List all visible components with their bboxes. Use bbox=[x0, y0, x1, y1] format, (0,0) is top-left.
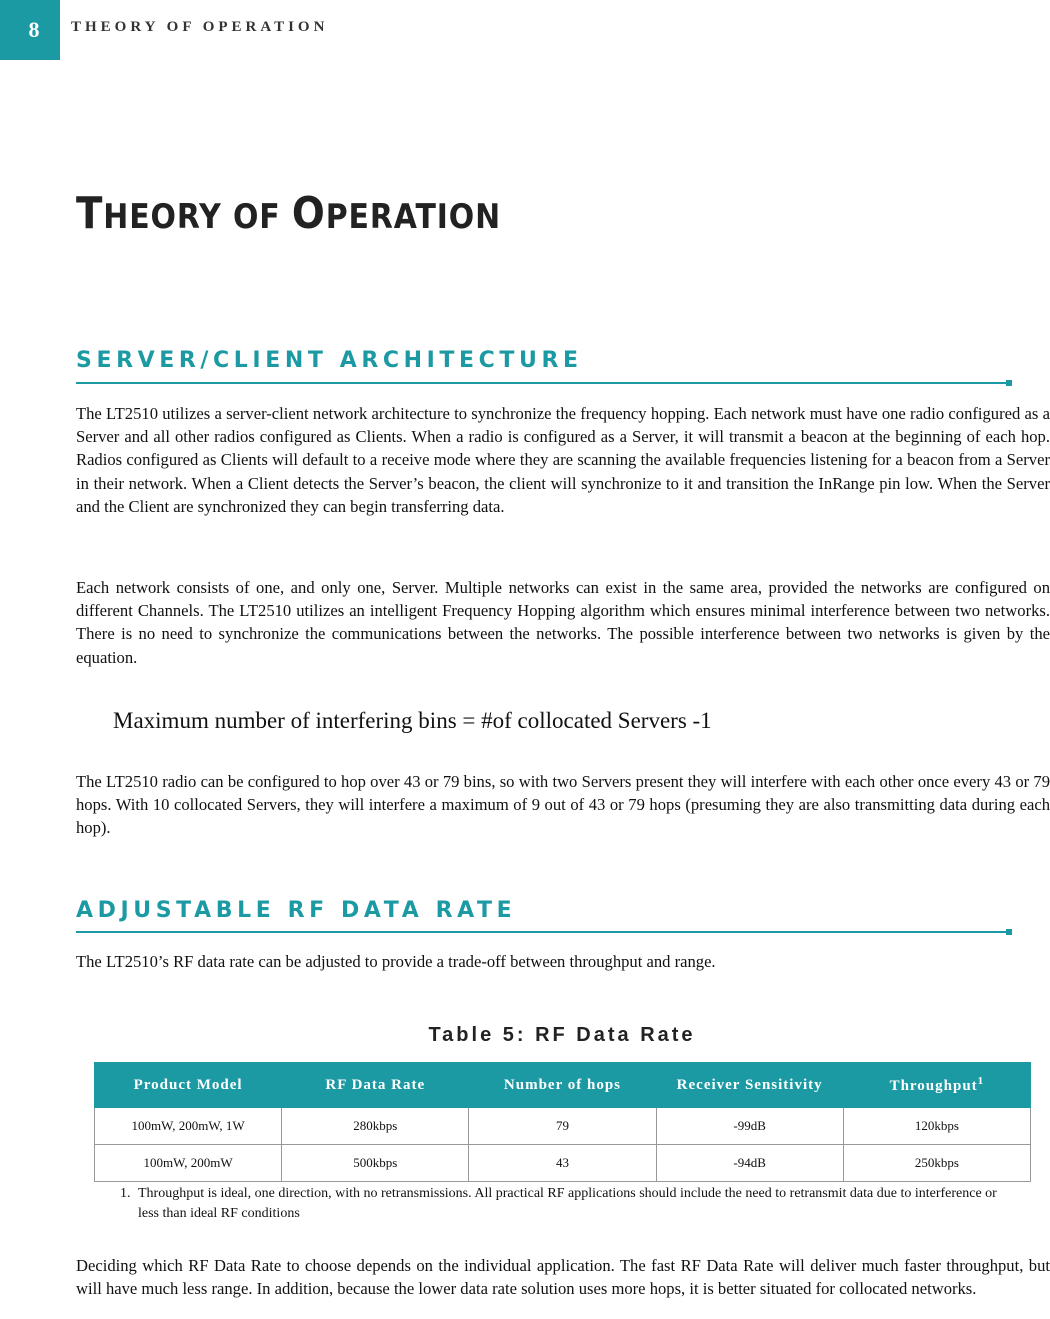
chapter-title-initial-2: O bbox=[291, 188, 326, 239]
chapter-title bbox=[76, 188, 501, 239]
cell-number-of-hops: 43 bbox=[469, 1145, 656, 1182]
chapter-title-rest-1: HEORY OF bbox=[103, 197, 292, 237]
paragraph: Each network consists of one, and only one, Server. Multiple networks can exist in the same area, provided the networks are configured on different Channels. The LT2510 utilizes an intelligent Frequency Hopping algorithm which ensures minimal interference between two networks. There is no need to synchronize the communications between the networks. The possible interference between two networks is given by the equation. bbox=[76, 578, 1050, 667]
rf-data-rate-table bbox=[94, 1062, 1031, 1182]
footnote-text: Throughput is ideal, one direction, with no retransmissions. All practical RF applications should include the need to retransmit data due to interference or less than ideal RF conditions bbox=[138, 1186, 997, 1221]
section-rule bbox=[76, 382, 1006, 384]
cell-rf-data-rate: 280kbps bbox=[282, 1108, 469, 1145]
column-header-product-model: Product Model bbox=[95, 1063, 282, 1108]
column-header-number-of-hops: Number of hops bbox=[469, 1063, 656, 1108]
section-rule bbox=[76, 931, 1006, 933]
paragraph: The LT2510 radio can be configured to hop over 43 or 79 bins, so with two Servers present they will interfere with each other once every 43 or 79 hops. With 10 collocated Servers, they will interfere a maximum of 9 out of 43 or 79 hops (presuming they are also transmitting data during each hop). bbox=[76, 772, 1050, 838]
table-caption: Table 5: RF Data Rate bbox=[428, 1024, 696, 1046]
equation: Maximum number of interfering bins = #of collocated Servers -1 bbox=[113, 708, 712, 733]
column-header-throughput bbox=[843, 1063, 1030, 1108]
footnote-marker: 1 bbox=[977, 1075, 985, 1087]
column-header-receiver-sensitivity: Receiver Sensitivity bbox=[656, 1063, 843, 1108]
table-row bbox=[95, 1145, 1031, 1182]
page-number-badge bbox=[0, 0, 60, 60]
cell-number-of-hops: 79 bbox=[469, 1108, 656, 1145]
section-heading-server-client: SERVER/CLIENT ARCHITECTURE bbox=[76, 348, 583, 373]
chapter-title-rest-2: PERATION bbox=[325, 197, 501, 237]
paragraph: The LT2510’s RF data rate can be adjusted to provide a trade-off between throughput and range. bbox=[76, 952, 716, 971]
footnote-number: 1. bbox=[120, 1186, 131, 1201]
cell-throughput: 250kbps bbox=[843, 1145, 1030, 1182]
cell-product-model: 100mW, 200mW, 1W bbox=[95, 1108, 282, 1145]
table-footnote bbox=[120, 1184, 1020, 1224]
column-header-rf-data-rate: RF Data Rate bbox=[282, 1063, 469, 1108]
throughput-label: Throughput bbox=[889, 1078, 978, 1094]
cell-receiver-sensitivity: -94dB bbox=[656, 1145, 843, 1182]
table-header-row bbox=[95, 1063, 1031, 1108]
cell-throughput: 120kbps bbox=[843, 1108, 1030, 1145]
cell-receiver-sensitivity: -99dB bbox=[656, 1108, 843, 1145]
page-number: 8 bbox=[28, 17, 40, 42]
cell-rf-data-rate: 500kbps bbox=[282, 1145, 469, 1182]
paragraph: Deciding which RF Data Rate to choose depends on the individual application. The fast RF Data Rate will deliver much faster throughput, but will have much less range. In addition, because the lower data rate solution uses more hops, it is better situated for collocated networks. bbox=[76, 1256, 1050, 1299]
section-heading-rf-data-rate: ADJUSTABLE RF DATA RATE bbox=[76, 898, 517, 923]
paragraph: The LT2510 utilizes a server-client network architecture to synchronize the frequency hopping. Each network must have one radio configured as a Server and all other radios configured as Clients. When a radio is configured as a Server, it will transmit a beacon at the beginning of each hop. Radios configured as Clients will default to a receive mode where they are scanning the available frequencies listening for a beacon from a Server in their network. When a Client detects the Server’s beacon, the client will synchronize to it and transition the InRange pin low. When the Server and the Client are synchronized they can begin transferring data. bbox=[76, 404, 1050, 516]
chapter-title-initial-1: T bbox=[76, 188, 104, 239]
table-row bbox=[95, 1108, 1031, 1145]
running-head: THEORY OF OPERATION bbox=[71, 19, 329, 35]
cell-product-model: 100mW, 200mW bbox=[95, 1145, 282, 1182]
